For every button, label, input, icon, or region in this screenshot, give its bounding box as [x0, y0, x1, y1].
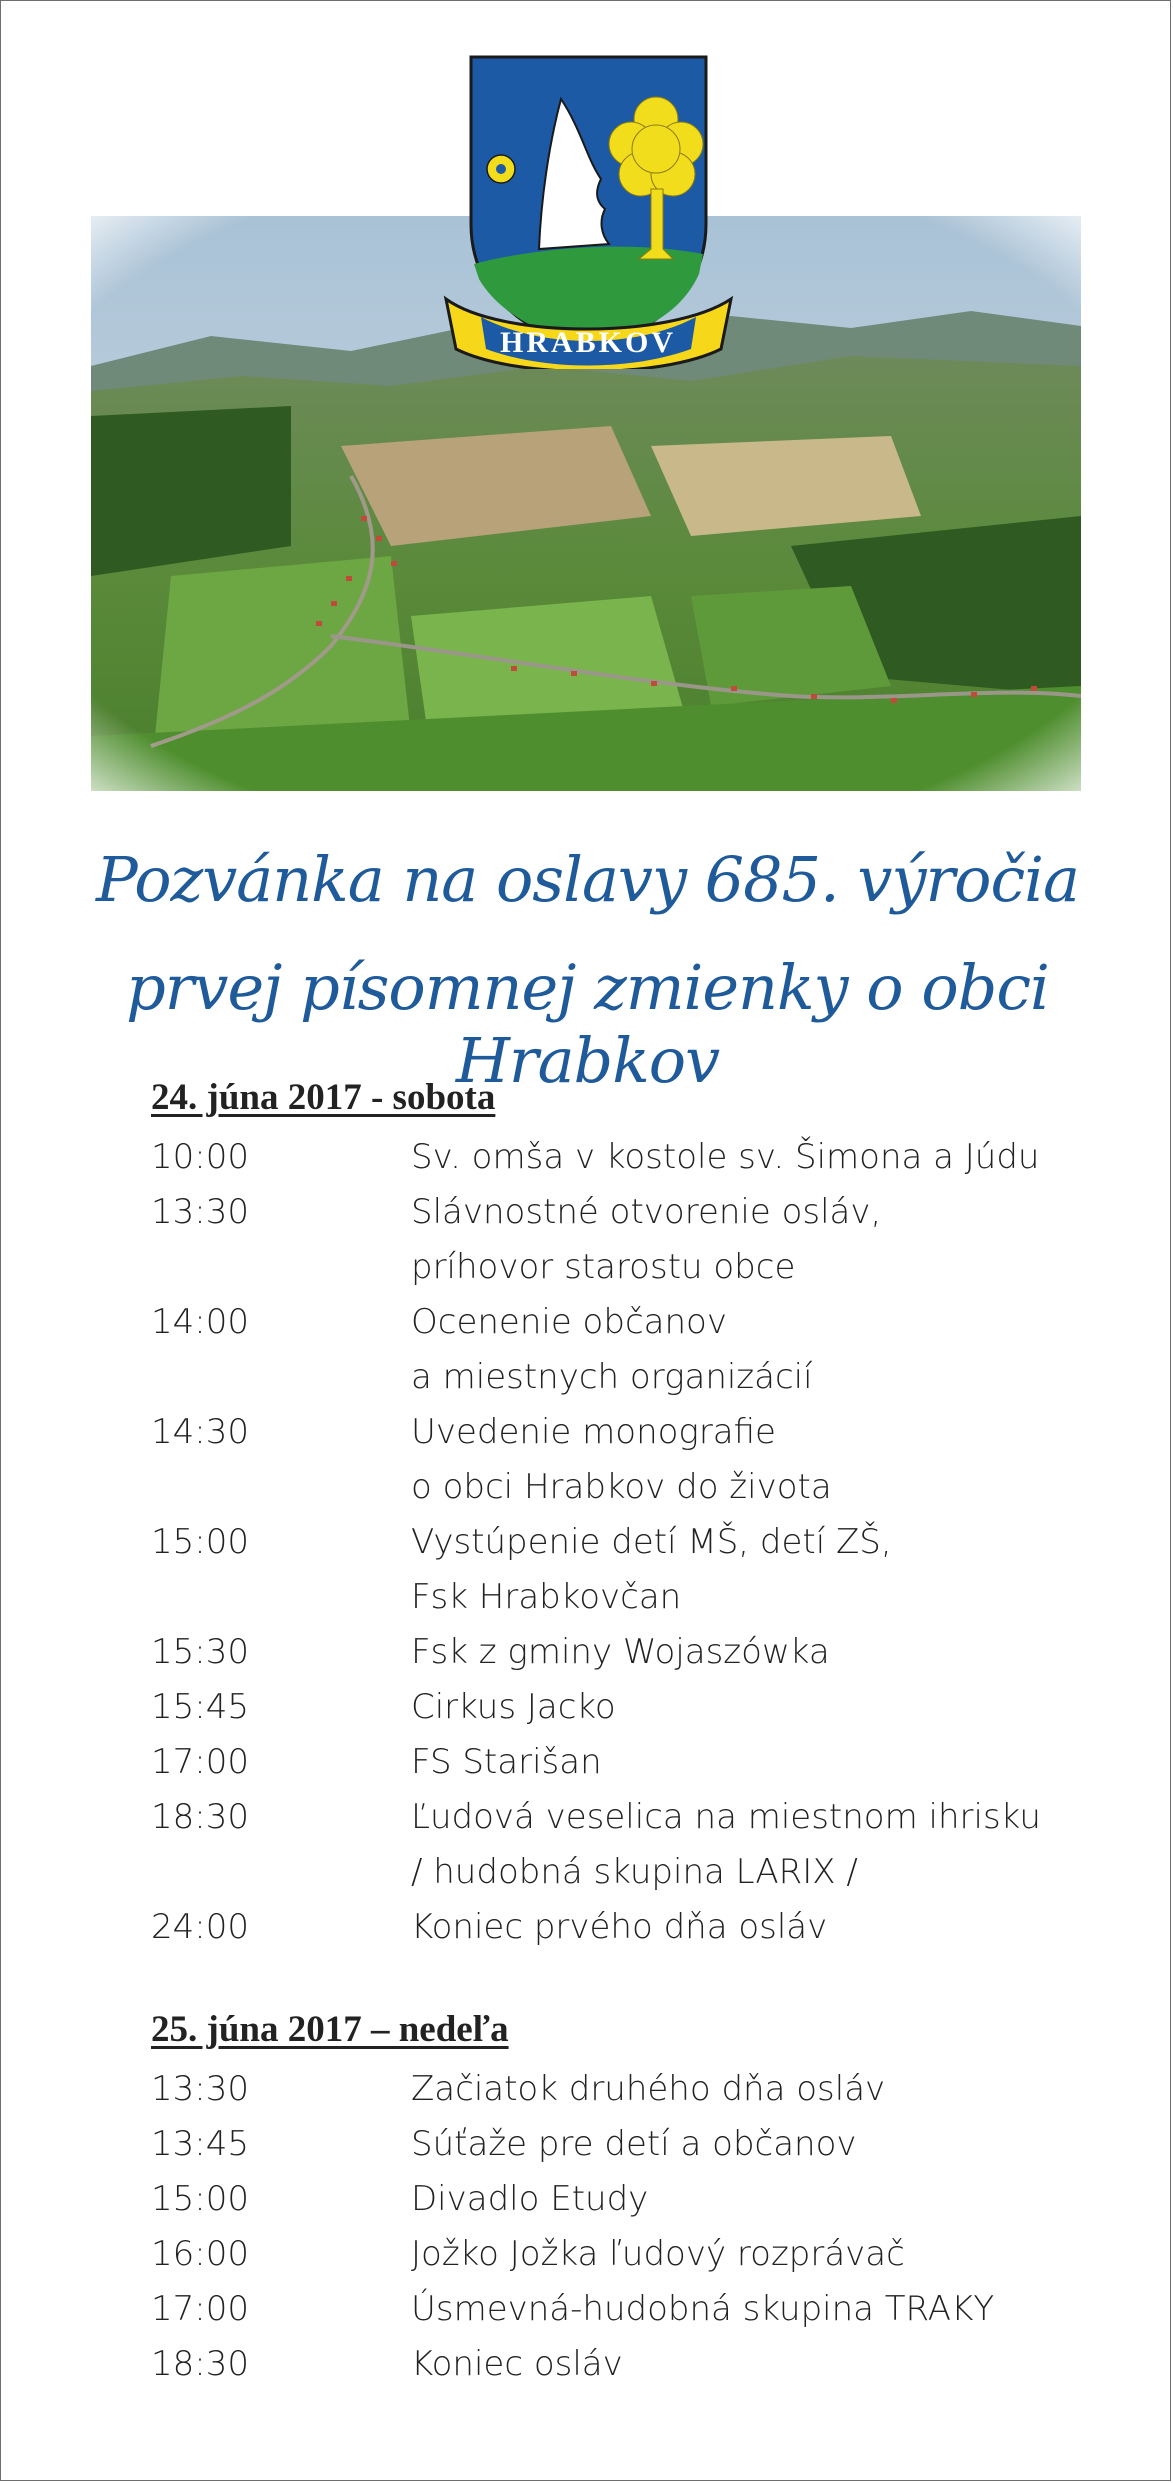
day-1-schedule	[151, 1130, 1051, 1955]
time: 13:30	[151, 2069, 249, 2109]
schedule-row	[151, 1405, 1051, 1460]
time: 18:30	[151, 2344, 249, 2384]
day-2-schedule	[151, 2062, 1051, 2392]
event: Jožko Jožka ľudový rozprávač	[411, 2234, 905, 2274]
schedule-row	[151, 1515, 1051, 1570]
time: 15:00	[151, 2179, 249, 2219]
schedule-row	[151, 1680, 1051, 1735]
event: Koniec prvého dňa osláv	[411, 1907, 828, 1947]
event: Vystúpenie detí MŠ, detí ZŠ,	[411, 1522, 892, 1562]
event: Slávnostné otvorenie osláv,	[411, 1192, 882, 1232]
time: 17:00	[151, 1742, 249, 1782]
time: 13:30	[151, 1192, 249, 1232]
event: Sv. omša v kostole sv. Šimona a Júdu	[411, 1137, 1040, 1177]
schedule-row	[151, 1130, 1051, 1185]
day-1-heading: 24. júna 2017 - sobota	[151, 1077, 496, 1118]
schedule-row	[151, 1790, 1051, 1845]
title-line-1: Pozvánka na oslavy 685. výročia	[96, 843, 1079, 916]
event: Fsk Hrabkovčan	[411, 1577, 682, 1617]
time: 14:00	[151, 1302, 249, 1342]
schedule-row	[151, 1295, 1051, 1350]
schedule-row	[151, 2062, 1051, 2117]
schedule-row	[151, 1350, 1051, 1405]
time: 15:30	[151, 1632, 249, 1672]
crest-name: HRABKOV	[499, 326, 677, 359]
time: 24:00	[151, 1907, 249, 1947]
event: Začiatok druhého dňa osláv	[411, 2069, 886, 2109]
schedule-row	[151, 1625, 1051, 1680]
time: 15:00	[151, 1522, 249, 1562]
event: a miestnych organizácií	[411, 1357, 813, 1397]
schedule-row	[151, 2172, 1051, 2227]
time: 10:00	[151, 1137, 249, 1177]
event: Koniec osláv	[411, 2344, 623, 2384]
schedule-row	[151, 1570, 1051, 1625]
event: Uvedenie monografie	[411, 1412, 776, 1452]
event: Divadlo Etudy	[411, 2179, 649, 2219]
event: príhovor starostu obce	[411, 1247, 796, 1287]
schedule-row	[151, 1240, 1051, 1295]
schedule-row	[151, 2117, 1051, 2172]
time: 15:45	[151, 1687, 249, 1727]
time: 13:45	[151, 2124, 249, 2164]
village-crest	[441, 49, 736, 369]
day-2-heading: 25. júna 2017 – nedeľa	[151, 2009, 509, 2050]
event: Súťaže pre detí a občanov	[411, 2124, 857, 2164]
event: Cirkus Jacko	[411, 1687, 616, 1727]
schedule-row	[151, 2227, 1051, 2282]
schedule-row	[151, 2282, 1051, 2337]
event: Ocenenie občanov	[411, 1302, 727, 1342]
schedule-row	[151, 2337, 1051, 2392]
schedule-row	[151, 1460, 1051, 1515]
event: o obci Hrabkov do života	[411, 1467, 832, 1507]
event: Ľudová veselica na miestnom ihrisku	[411, 1797, 1041, 1837]
event: Fsk z gminy Wojaszówka	[411, 1632, 830, 1672]
event: / hudobná skupina LARIX /	[411, 1852, 858, 1892]
time: 17:00	[151, 2289, 249, 2329]
schedule-row	[151, 1845, 1051, 1900]
time: 18:30	[151, 1797, 249, 1837]
schedule-row	[151, 1735, 1051, 1790]
time: 16:00	[151, 2234, 249, 2274]
schedule-row	[151, 1185, 1051, 1240]
title-line-2: prvej písomnej zmienky o obci Hrabkov	[126, 951, 1049, 1097]
time: 14:30	[151, 1412, 249, 1452]
event: FS Starišan	[411, 1742, 602, 1782]
event: Úsmevná-hudobná skupina TRAKY	[411, 2289, 995, 2329]
schedule-row	[151, 1900, 1051, 1955]
